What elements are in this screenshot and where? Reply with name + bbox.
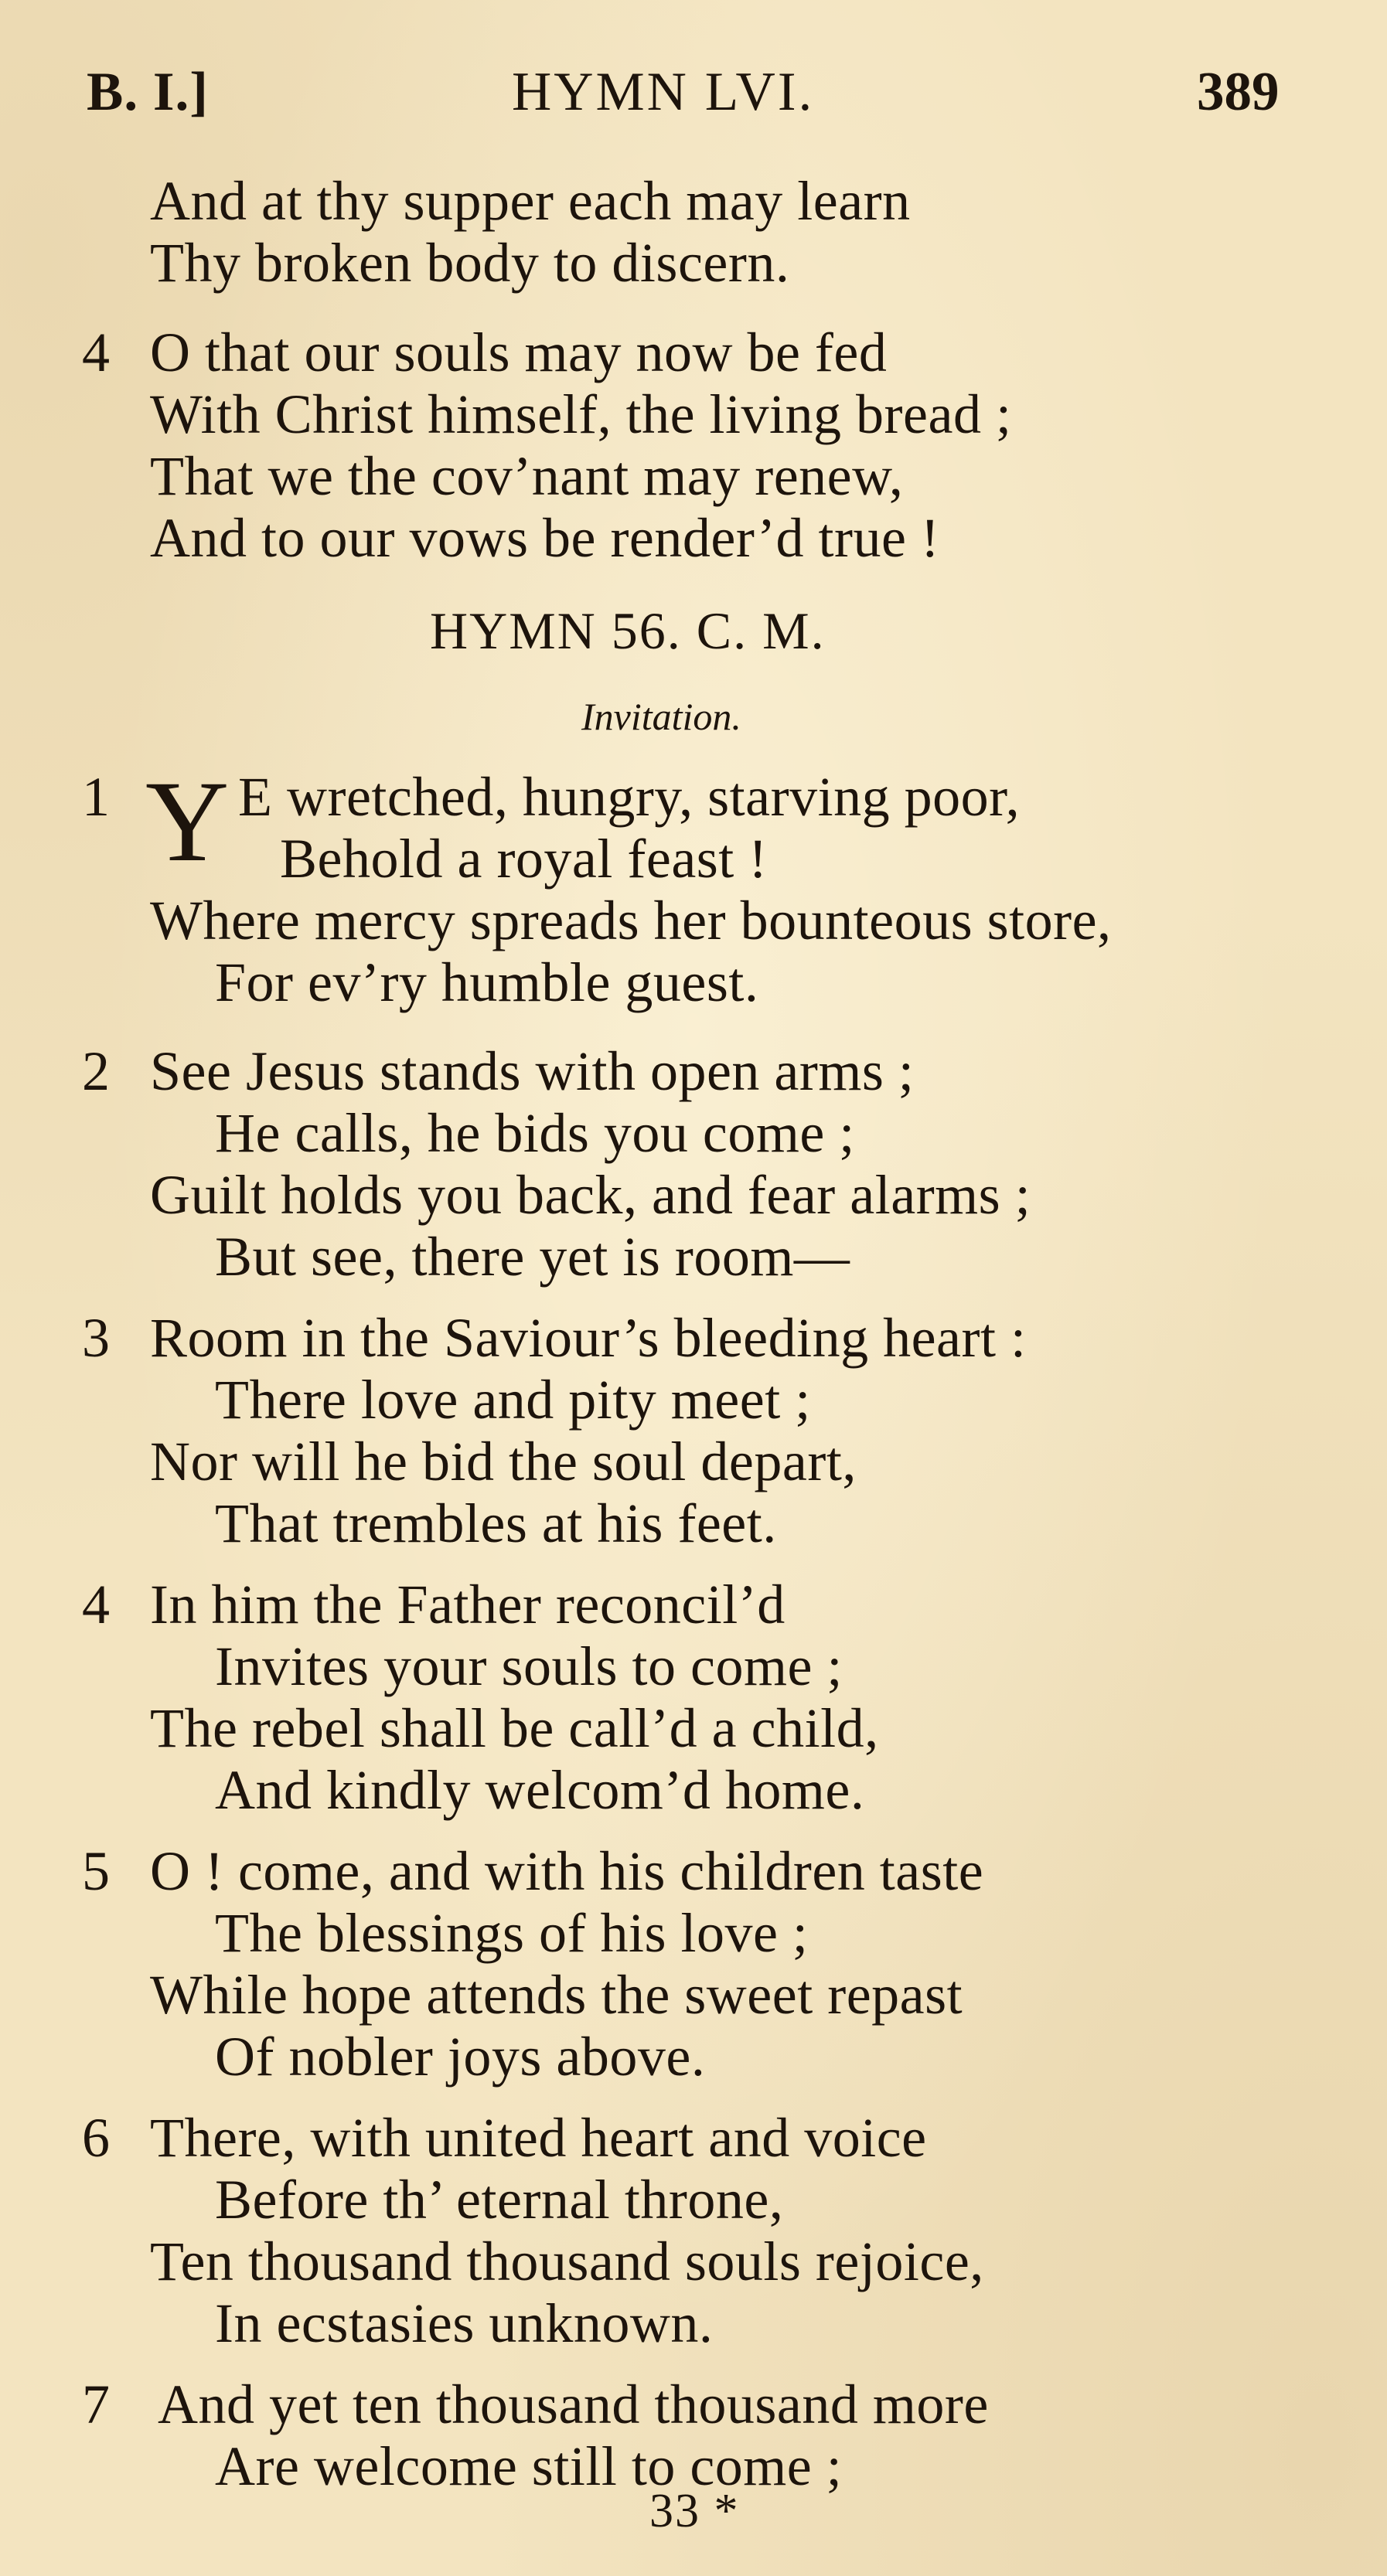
verse-line: In ecstasies unknown.	[215, 2292, 714, 2354]
verse-line: Invites your souls to come ;	[215, 1635, 843, 1697]
verse-line: Of nobler joys above.	[215, 2026, 706, 2088]
verse-line: O ! come, and with his children taste	[150, 1840, 984, 1902]
stanza-number: 2	[82, 1040, 110, 1102]
verse-line: In him the Father reconcil’d	[150, 1574, 786, 1635]
verse-line: And to our vows be render’d true !	[150, 507, 940, 569]
verse-line: And kindly welcom’d home.	[215, 1759, 865, 1821]
verse-line: Nor will he bid the soul depart,	[150, 1431, 857, 1492]
verse-line: Guilt holds you back, and fear alarms ;	[150, 1164, 1031, 1226]
stanza-number: 4	[82, 1574, 110, 1635]
verse-line: The blessings of his love ;	[215, 1902, 809, 1964]
verse-line: O that our souls may now be fed	[150, 322, 888, 383]
verse-line: And yet ten thousand thousand more	[158, 2374, 989, 2435]
verse-line: There love and pity meet ;	[215, 1369, 811, 1431]
verse-line: That trembles at his feet.	[215, 1492, 777, 1554]
signature-mark: 33 *	[649, 2485, 740, 2537]
stanza-number: 7	[82, 2374, 110, 2435]
stanza-number: 1	[82, 766, 110, 828]
stanza-number: 6	[82, 2107, 110, 2169]
verse-line: Before th’ eternal throne,	[215, 2169, 784, 2231]
verse-line: There, with united heart and voice	[150, 2107, 927, 2169]
stanza-number: 5	[82, 1840, 110, 1902]
hymn-subtitle: Invitation.	[581, 695, 741, 738]
stanza-number: 4	[82, 322, 110, 383]
verse-line: With Christ himself, the living bread ;	[150, 383, 1012, 445]
drop-cap: Y	[145, 757, 230, 886]
stanza-number: 3	[82, 1307, 110, 1369]
verse-line: And at thy supper each may learn	[150, 170, 911, 232]
verse-line: Ten thousand thousand souls rejoice,	[150, 2231, 984, 2292]
verse-line: For ev’ry humble guest.	[215, 951, 759, 1013]
verse-line: The rebel shall be call’d a child,	[150, 1697, 879, 1759]
verse-line: Behold a royal feast !	[280, 828, 768, 890]
verse-line: Where mercy spreads her bounteous store,	[150, 890, 1112, 951]
verse-line: He calls, he bids you come ;	[215, 1102, 855, 1164]
verse-line: Are welcome still to come ;	[215, 2435, 843, 2497]
verse-line: But see, there yet is room—	[215, 1226, 850, 1288]
verse-line: Thy broken body to discern.	[150, 232, 790, 294]
hymn-title: HYMN 56. C. M.	[430, 601, 826, 660]
page-number: 389	[1197, 62, 1280, 122]
running-header-book: B. I.]	[87, 62, 209, 122]
verse-line: That we the cov’nant may renew,	[150, 445, 904, 507]
verse-line: Room in the Saviour’s bleeding heart :	[150, 1307, 1027, 1369]
verse-line: While hope attends the sweet repast	[150, 1964, 963, 2026]
running-header-title: HYMN LVI.	[512, 62, 815, 122]
verse-line: See Jesus stands with open arms ;	[150, 1040, 915, 1102]
verse-line: E wretched, hungry, starving poor,	[238, 766, 1021, 828]
